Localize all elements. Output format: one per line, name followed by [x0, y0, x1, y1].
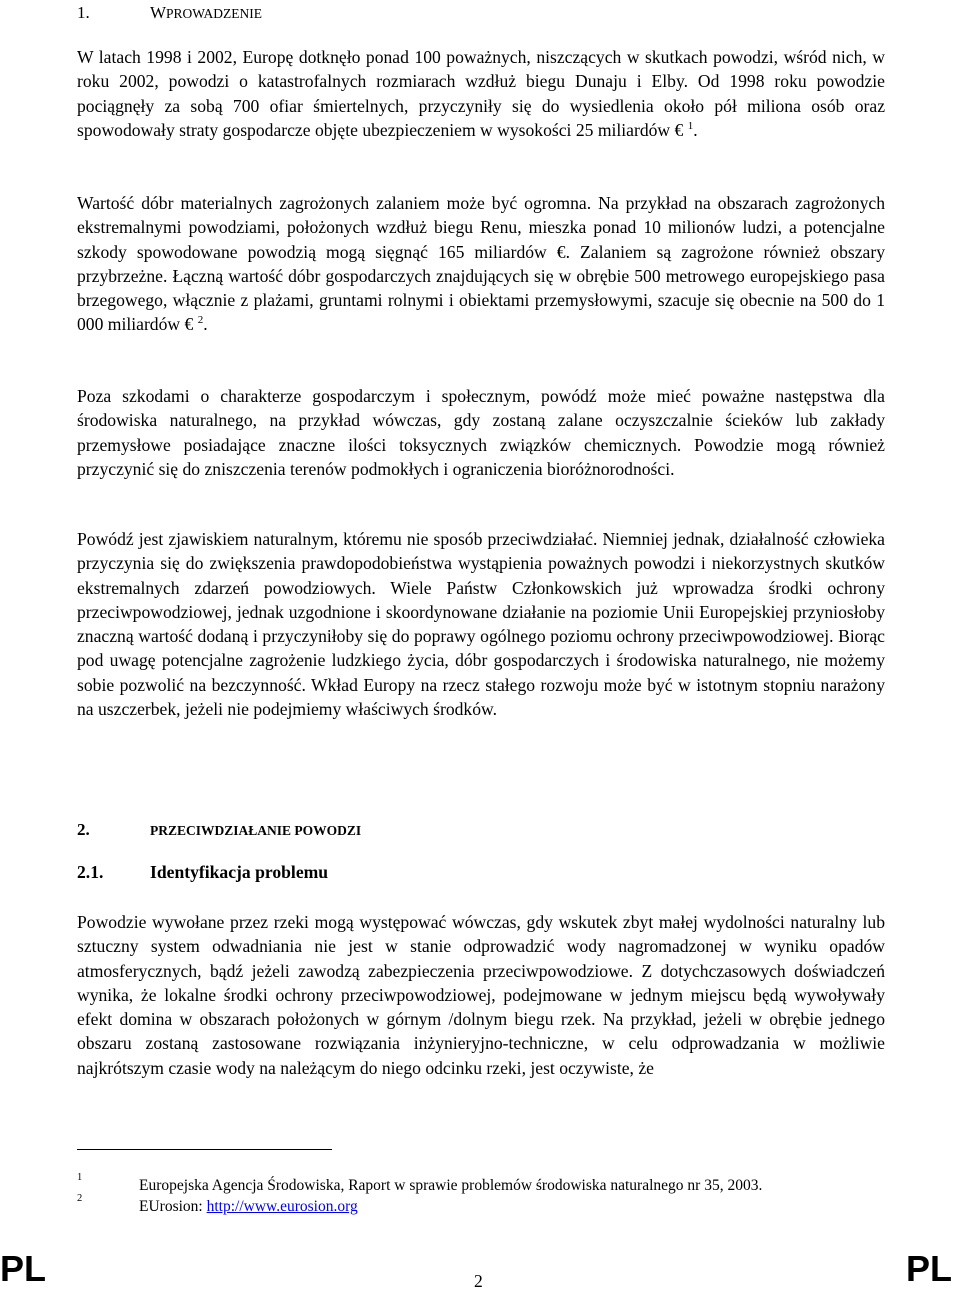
paragraph-2 [77, 191, 885, 337]
footnote-2-number: 2 [77, 1193, 83, 1204]
page-number: 2 [474, 1271, 483, 1291]
section-2-number: 2. [77, 820, 90, 839]
footnote-1-text: Europejska Agencja Środowiska, Raport w sprawie problemów środowiska naturalnego nr 35, 2003. [139, 1177, 763, 1194]
paragraph-2-text: Wartość dóbr materialnych zagrożonych zalaniem może być ogromna. Na przykład na obszarach zagrożonych ekstremalnymi powodziami, położonych wzdłuż biegu Renu, mieszka ponad 10 milionów ludzi, a potencjalne szkody spowodowane powodzią mogą sięgnąć 165 miliardów €. Zalaniem są zagrożone również obszary przybrzeżne. Łączną wartość dóbr gospodarczych znajdujących się w obrębie 500 metrowego europejskiego pasa brzegowego, włącznie z plażami, gruntami rolnymi i obiektami przemysłowymi, szacuje się obecnie na 500 do 1 000 miliardów € [77, 193, 885, 335]
section-2-1-number: 2.1. [77, 862, 104, 882]
footer-language-mark-left: PL [0, 1248, 47, 1289]
section-2-title: PRZECIWDZIAŁANIE POWODZI [150, 823, 362, 838]
paragraph-4: Powódź jest zjawiskiem naturalnym, któremu nie sposób przeciwdziałać. Niemniej jednak, działalność człowieka przyczynia się do zwiększenia prawdopodobieństwa wystąpienia poważnych powodzi i niekorzystnych skutków ekstremalnych zdarzeń powodziowych. Wiele Państw Członkowskich już wprowadza środki ochrony przeciwpowodziowej, jednak uzgodnione i skoordynowane działanie na poziomie Unii Europejskiej przyniosłoby znaczną wartość dodaną i przyczyniłoby się do poprawy ogólnego poziomu ochrony przeciwpowodziowej. Biorąc pod uwagę potencjalne zagrożenie ludzkiego życia, dóbr gospodarczych i środowiska naturalnego, nie możemy sobie pozwolić na bezczynność. Wkład Europy na rzecz stałego rozwoju może być w istotnym stopniu narażony na uszczerbek, jeżeli nie podejmiemy właściwych środków. [77, 529, 885, 720]
section-1-heading [77, 3, 262, 23]
footer-language-mark-right: PL [905, 1248, 952, 1289]
paragraph-1 [77, 45, 885, 142]
paragraph-2-end: . [203, 314, 208, 335]
paragraph-5: Powodzie wywołane przez rzeki mogą występować wówczas, gdy wskutek zbyt małej wydolności naturalny lub sztuczny system odwadniania nie jest w stanie odprowadzić wody nagromadzonej w wyniku opadów atmosferycznych, bądź jeżeli zawodzą zabezpieczenia przeciwpowodziowe. Z dotychczasowych doświadczeń wynika, że lokalne środki ochrony przeciwpowodziowej, podejmowane w jednym miejscu będą wywoływały efekt domina w obszarach położonych w górnym /dolnym biegu rzek. Na przykład, jeżeli w obrębie jednego obszaru zostaną zastosowane rozwiązania inżynieryjno-techniczne, w celu odprowadzania w możliwie najkrótszym czasie wody na należącym do niego odcinku rzeki, jest oczywiste, że [77, 912, 885, 1078]
eurosion-link[interactable]: http://www.eurosion.org [206, 1198, 358, 1215]
section-1-title-initial: W [150, 3, 167, 22]
section-1-number: 1. [77, 3, 90, 22]
footnote-2-text [139, 1198, 358, 1216]
footnote-ref-1: 1 [687, 120, 694, 133]
footnote-2-prefix: EUrosion: [139, 1198, 207, 1215]
paragraph-3: Poza szkodami o charakterze gospodarczym i społecznym, powódź może mieć poważne następstwa dla środowiska naturalnego, na przykład wówczas, gdy zostaną zalane oczyszczalnie ścieków lub zakłady przemysłowe posiadające znaczne ilości toksycznych związków chemicznych. Powodzie mogą również przyczynić się do zniszczenia terenów podmokłych i ograniczenia bioróżnorodności. [77, 386, 885, 479]
paragraph-1-text: W latach 1998 i 2002, Europę dotknęło ponad 100 poważnych, niszczących w skutkach powodzi, wśród nich, w roku 2002, powodzi o katastrofalnych rozmiarach wzdłuż biegu Dunaju i Elby. Od 1998 roku powodzie pociągnęły za sobą 700 ofiar śmiertelnych, przyczyniły się do wysiedlenia około pół miliona osób oraz spowodowały straty gospodarcze objęte ubezpieczeniem w wysokości 25 miliardów € [77, 47, 885, 140]
section-2-1-heading [77, 862, 328, 883]
footnote-1-number: 1 [77, 1172, 83, 1183]
footnote-separator [77, 1149, 332, 1150]
section-2-1-title: Identyfikacja problemu [150, 862, 329, 882]
section-2-heading [77, 820, 361, 840]
footnote-ref-2: 2 [197, 314, 204, 327]
paragraph-1-end: . [693, 119, 698, 140]
section-1-title-rest: PROWADZENIE [166, 6, 263, 21]
